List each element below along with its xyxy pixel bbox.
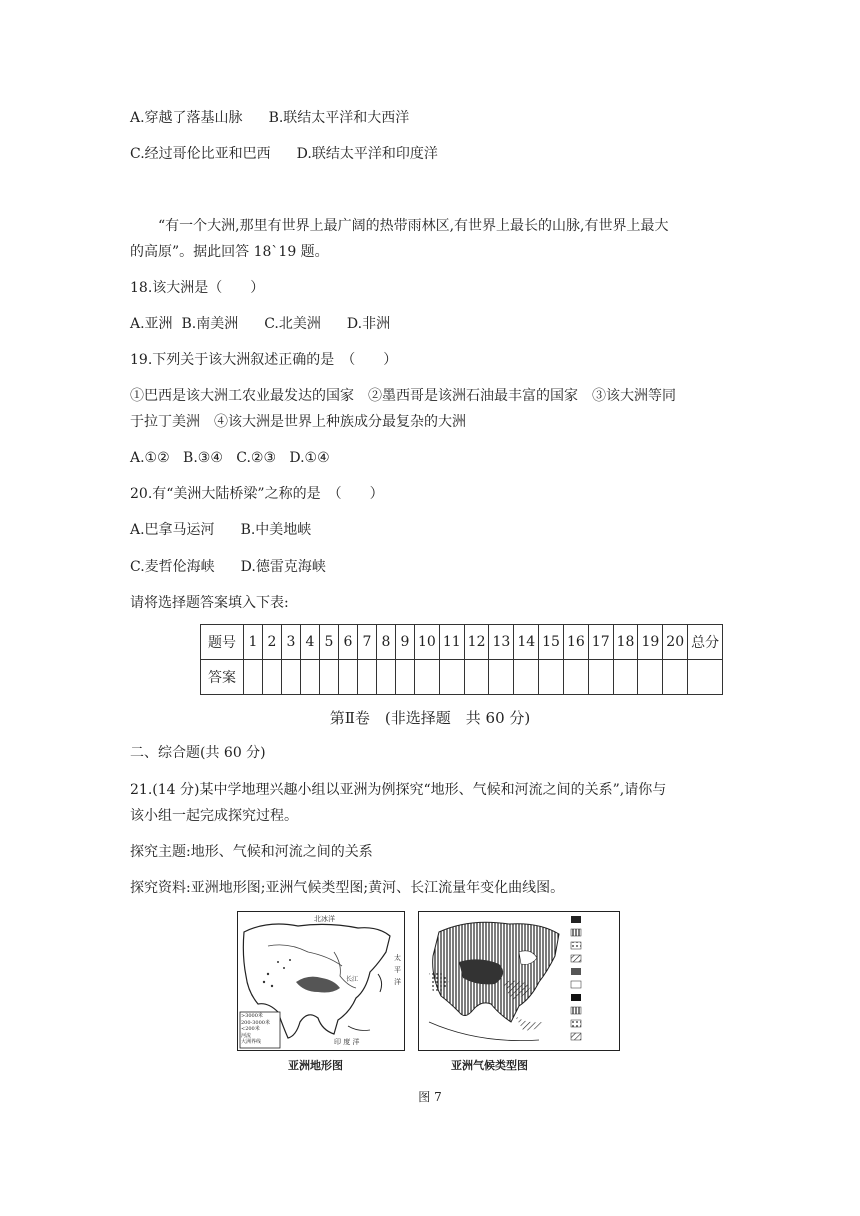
option-a: A.①② <box>130 450 170 466</box>
option-d: D.①④ <box>289 450 330 466</box>
q19-statements-line1: ①巴西是该大洲工农业最发达的国家 ②墨西哥是该洲石油最丰富的国家 ③该大洲等同 <box>130 388 676 404</box>
number-cell: 7 <box>358 625 377 660</box>
number-cell: 12 <box>464 625 489 660</box>
answer-cell[interactable] <box>663 660 688 695</box>
number-cell: 10 <box>415 625 440 660</box>
legend-item: <200米 <box>241 1026 260 1032</box>
total-label: 总分 <box>688 625 723 660</box>
option-a: A.亚洲 <box>130 316 173 332</box>
answer-cell[interactable] <box>464 660 489 695</box>
answer-cell[interactable] <box>439 660 464 695</box>
answer-cell[interactable] <box>588 660 613 695</box>
answer-cell[interactable] <box>301 660 320 695</box>
number-cell: 14 <box>514 625 539 660</box>
answer-cell[interactable] <box>539 660 564 695</box>
label-changjiang: 长江 <box>346 976 359 983</box>
option-c: C.北美洲 <box>264 316 321 332</box>
table-row-answers <box>201 660 723 695</box>
number-cell: 6 <box>339 625 358 660</box>
number-cell: 8 <box>377 625 396 660</box>
total-score-cell[interactable] <box>688 660 723 695</box>
section-title: 第Ⅱ卷 (非选择题 共 60 分) <box>329 709 531 727</box>
number-cell: 5 <box>320 625 339 660</box>
option-d: D.非洲 <box>346 316 391 332</box>
q20-stem: 20.有“美洲大陆桥梁”之称的是 （ ） <box>130 486 384 502</box>
answer-cell[interactable] <box>563 660 588 695</box>
option-d: D.德雷克海峡 <box>240 559 326 575</box>
label-arctic-ocean: 北冰洋 <box>314 915 335 923</box>
q19-options <box>130 448 330 468</box>
option-b: B.③④ <box>183 450 223 466</box>
passage-line1: “有一个大洲,那里有世界上最广阔的热带雨林区,有世界上最长的山脉,有世界上最大 <box>158 218 669 234</box>
figure-label: 图 7 <box>418 1090 442 1104</box>
climate-map-caption: 亚洲气候类型图 <box>451 1059 528 1072</box>
table-row-numbers <box>201 625 723 660</box>
answer-cell[interactable] <box>244 660 263 695</box>
number-cell: 19 <box>638 625 663 660</box>
number-cell: 17 <box>588 625 613 660</box>
q21-materials: 探究资料:亚洲地形图;亚洲气候类型图;黄河、长江流量年变化曲线图。 <box>130 880 565 896</box>
number-cell: 4 <box>301 625 320 660</box>
answer-table <box>200 624 723 695</box>
number-cell: 20 <box>663 625 688 660</box>
number-cell: 11 <box>439 625 464 660</box>
label-pacific-ocean: 太平洋 <box>394 954 401 986</box>
climate-map-drawing <box>419 912 619 1050</box>
answer-cell[interactable] <box>489 660 514 695</box>
answer-cell[interactable] <box>377 660 396 695</box>
option-b: B.中美地峡 <box>240 522 312 538</box>
number-cell: 15 <box>539 625 564 660</box>
answer-cell[interactable] <box>282 660 301 695</box>
label-indian-ocean: 印 度 洋 <box>334 1038 360 1046</box>
answer-cell[interactable] <box>514 660 539 695</box>
option-d: D.联结太平洋和印度洋 <box>296 146 438 162</box>
row-label-number: 题号 <box>201 625 244 660</box>
number-cell: 16 <box>563 625 588 660</box>
answer-cell[interactable] <box>358 660 377 695</box>
number-cell: 18 <box>613 625 638 660</box>
number-cell: 2 <box>263 625 282 660</box>
asia-climate-map <box>418 911 620 1051</box>
answer-cell[interactable] <box>613 660 638 695</box>
option-a: A.穿越了落基山脉 <box>130 110 243 126</box>
q21-topic: 探究主题:地形、气候和河流之间的关系 <box>130 844 373 860</box>
legend-item: 河流 <box>241 1032 252 1039</box>
q17-options-row1 <box>130 108 409 128</box>
number-cell: 13 <box>489 625 514 660</box>
answer-cell[interactable] <box>638 660 663 695</box>
number-cell: 3 <box>282 625 301 660</box>
answer-cell[interactable] <box>396 660 415 695</box>
q20-options-row2 <box>130 557 326 577</box>
q18-options <box>130 314 390 334</box>
q21-line1: 21.(14 分)某中学地理兴趣小组以亚洲为例探究“地形、气候和河流之间的关系”,请你与 <box>130 782 667 798</box>
terrain-legend <box>241 1013 270 1046</box>
answer-cell[interactable] <box>415 660 440 695</box>
table-intro: 请将选择题答案填入下表: <box>130 595 289 611</box>
number-cell: 1 <box>244 625 263 660</box>
answer-cell[interactable] <box>320 660 339 695</box>
option-c: C.②③ <box>236 450 276 466</box>
q20-options-row1 <box>130 520 311 540</box>
asia-terrain-map <box>237 911 405 1051</box>
answer-cell[interactable] <box>339 660 358 695</box>
q19-statements-line2: 于拉丁美洲 ④该大洲是世界上种族成分最复杂的大洲 <box>130 414 466 430</box>
number-cell: 9 <box>396 625 415 660</box>
option-c: C.经过哥伦比亚和巴西 <box>130 146 271 162</box>
legend-item: 大洲界线 <box>241 1039 262 1045</box>
option-a: A.巴拿马运河 <box>130 522 215 538</box>
option-c: C.麦哲伦海峡 <box>130 559 215 575</box>
option-b: B.联结太平洋和大西洋 <box>268 110 410 126</box>
terrain-map-caption: 亚洲地形图 <box>288 1059 343 1072</box>
part2-heading: 二、综合题(共 60 分) <box>130 745 266 761</box>
row-label-answer: 答案 <box>201 660 244 695</box>
q17-options-row2 <box>130 144 438 164</box>
q19-stem: 19.下列关于该大洲叙述正确的是 （ ） <box>130 352 398 368</box>
answer-cell[interactable] <box>263 660 282 695</box>
passage-line2: 的高原”。据此回答 18`19 题。 <box>130 244 329 260</box>
q18-stem: 18.该大洲是（ ） <box>130 280 265 296</box>
legend-item: 200-3000米 <box>241 1019 270 1026</box>
q21-line2: 该小组一起完成探究过程。 <box>130 808 298 824</box>
legend-item: >3000米 <box>241 1013 263 1019</box>
option-b: B.南美洲 <box>181 316 239 332</box>
